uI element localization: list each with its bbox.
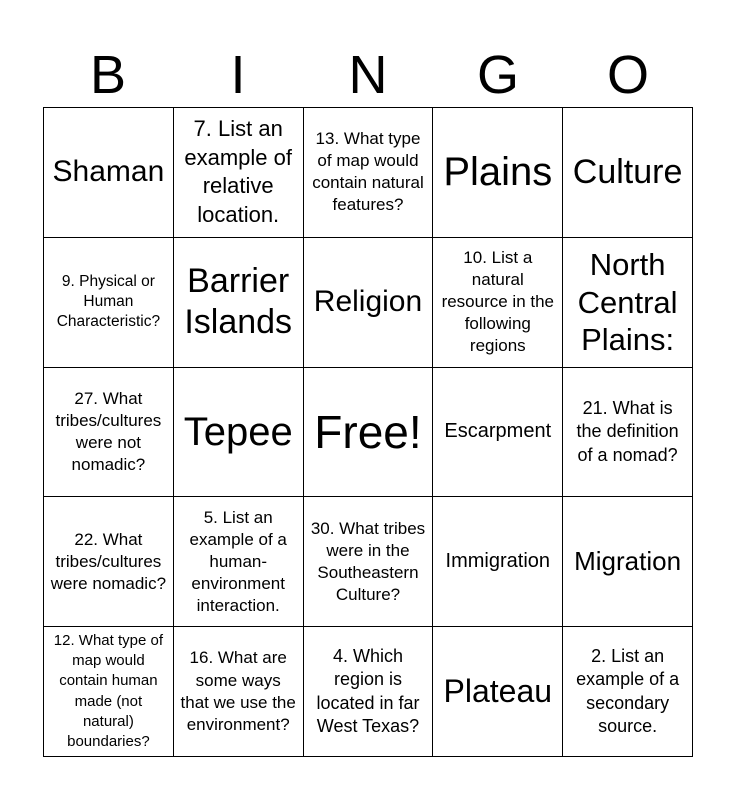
cell-text: 2. List an example of a secondary source. — [576, 645, 680, 736]
bingo-cell-r3c1 — [44, 368, 174, 498]
bingo-cell-r4c3 — [304, 497, 434, 627]
bingo-cell-r1c2 — [174, 108, 304, 238]
cell-text: 21. What is the definition of a nomad? — [576, 397, 679, 465]
bingo-cell-r4c4 — [433, 497, 563, 627]
bingo-cell-r1c4 — [433, 108, 563, 238]
cell-text: Shaman — [52, 155, 165, 189]
bingo-cell-r3c3-free — [304, 368, 434, 498]
bingo-cell-r4c2 — [174, 497, 304, 627]
cell-text: North Central Plains: — [577, 247, 678, 357]
cell-text: 13. What type of map would contain natural features? — [312, 129, 424, 215]
bingo-cell-r5c3 — [304, 627, 434, 757]
cell-text: Plains — [443, 150, 553, 195]
bingo-cell-r2c5 — [563, 238, 693, 368]
bingo-cell-r2c1 — [44, 238, 174, 368]
cell-text: 4. Which region is located in far West Texas? — [316, 645, 420, 736]
cell-text: 16. What are some ways that we use the environment? — [180, 648, 296, 734]
bingo-cell-r1c1 — [44, 108, 174, 238]
bingo-cell-r3c5 — [563, 368, 693, 498]
bingo-header — [43, 44, 693, 106]
cell-text: Plateau — [443, 673, 553, 710]
cell-text: 5. List an example of a human-environment interaction. — [189, 507, 287, 615]
bingo-cell-r2c3 — [304, 238, 434, 368]
cell-text: 22. What tribes/cultures were nomadic? — [50, 529, 167, 593]
bingo-cell-r1c3 — [304, 108, 434, 238]
cell-text: Escarpment — [444, 420, 552, 443]
bingo-cell-r3c4 — [433, 368, 563, 498]
header-letter-n: N — [348, 45, 388, 105]
bingo-cell-r5c1 — [44, 627, 174, 757]
bingo-cell-r3c2 — [174, 368, 304, 498]
cell-text: Free! — [314, 405, 422, 458]
bingo-cell-r4c1 — [44, 497, 174, 627]
bingo-cell-r2c2 — [174, 238, 304, 368]
header-letter-g: G — [476, 45, 519, 105]
header-letter-b: B — [89, 45, 127, 105]
bingo-cell-r5c5 — [563, 627, 693, 757]
cell-text: 7. List an example of relative location. — [184, 116, 292, 227]
cell-text: 27. What tribes/cultures were not nomadic? — [55, 388, 162, 475]
cell-text: 12. What type of map would contain human made (not natural) boundaries? — [53, 631, 164, 751]
cell-text: 10. List a natural resource in the following regions — [441, 247, 555, 356]
bingo-cell-r5c4 — [433, 627, 563, 757]
cell-text: Migration — [574, 545, 682, 576]
bingo-board — [43, 107, 693, 757]
bingo-cell-r2c4 — [433, 238, 563, 368]
bingo-cell-r4c5 — [563, 497, 693, 627]
cell-text: Tepee — [183, 409, 293, 454]
header-letter-i: I — [230, 45, 246, 105]
cell-text: Religion — [313, 284, 423, 318]
cell-text: 30. What tribes were in the Southeastern Culture? — [310, 518, 426, 604]
cell-text: 9. Physical or Human Characteristic? — [56, 272, 161, 331]
header-letter-o: O — [606, 45, 649, 105]
cell-text: Barrier Islands — [184, 262, 293, 342]
bingo-cell-r5c2 — [174, 627, 304, 757]
bingo-cell-r1c5 — [563, 108, 693, 238]
cell-text: Culture — [572, 153, 683, 191]
cell-text: Immigration — [445, 550, 551, 573]
